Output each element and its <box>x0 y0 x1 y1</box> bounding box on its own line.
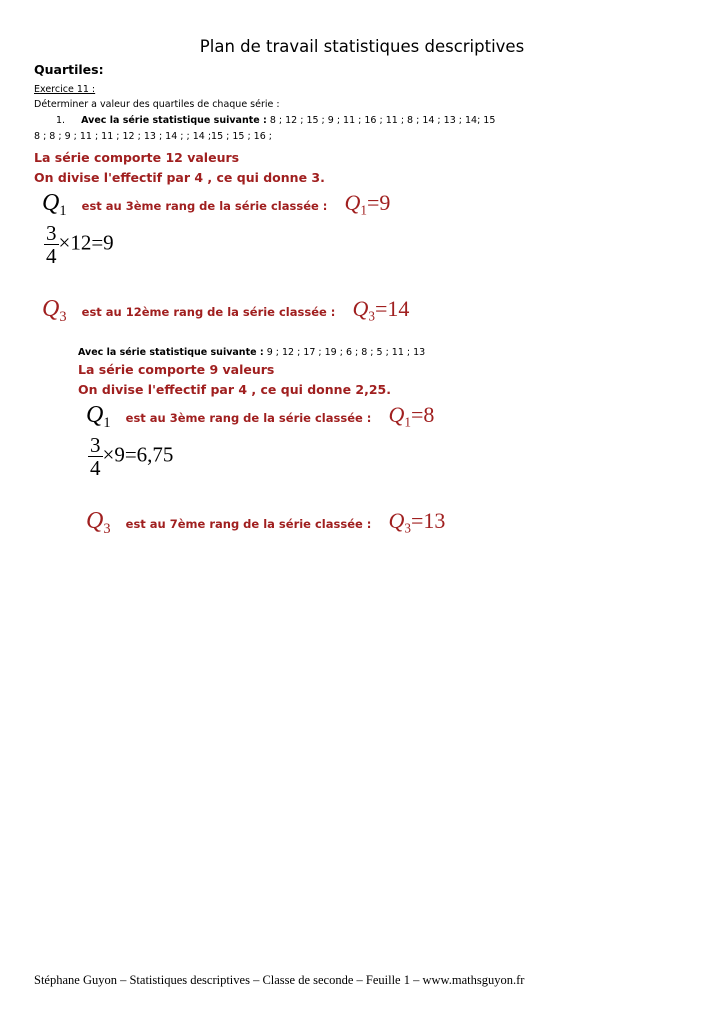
q3-symbol: $Q_3$ <box>42 296 67 326</box>
page-footer: Stéphane Guyon – Statistiques descriptives – Classe de seconde – Feuille 1 – www.mathsguyon.fr <box>34 973 525 987</box>
item1-q1-rank: est au 3ème rang de la série classée : <box>81 199 328 213</box>
item1-label: Avec la série statistique suivante : <box>81 115 267 126</box>
item1-fraction: $\frac{3}{4}$ <box>46 221 57 269</box>
section-heading: Quartiles: <box>34 62 104 77</box>
item2-q3-row <box>86 508 445 538</box>
item2-fraction: $\frac{3}{4}$ <box>90 433 101 481</box>
item1-formula: $\frac{3}{4}$ ×12=9 <box>46 221 114 269</box>
item1-divide: On divise l'effectif par 4 , ce qui donne 3. <box>34 170 325 185</box>
item1-count: La série comporte 12 valeurs <box>34 150 240 165</box>
item1-q3-rank: est au 12ème rang de la série classée : <box>81 305 336 319</box>
item1-q1-row <box>42 190 390 220</box>
item1-q1-result: $Q_1=9$ <box>344 190 391 218</box>
q1-symbol: $Q_1$ <box>86 402 111 432</box>
item1-number: 1. <box>56 115 66 126</box>
q3-symbol: $Q_3$ <box>86 508 111 538</box>
item2-q3-result: $Q_3=13$ <box>388 508 446 536</box>
item2-q3-rank: est au 7ème rang de la série classée : <box>125 517 372 531</box>
item2-label: Avec la série statistique suivante : <box>78 347 264 358</box>
page-title: Plan de travail statistiques descriptives <box>199 37 525 56</box>
q1-symbol: $Q_1$ <box>42 190 67 220</box>
item2-q1-rank: est au 3ème rang de la série classée : <box>125 411 372 425</box>
instruction-text: Déterminer a valeur des quartiles de chaque série : <box>34 99 280 110</box>
item2-values: 9 ; 12 ; 17 ; 19 ; 6 ; 8 ; 5 ; 11 ; 13 <box>266 347 426 358</box>
item2-line <box>78 347 425 358</box>
item2-q1-result: $Q_1=8$ <box>388 402 435 430</box>
item2-q1-row <box>86 402 434 432</box>
item2-formula: $\frac{3}{4}$ ×9=6,75 <box>90 433 174 481</box>
item1-q3-result: $Q_3=14$ <box>352 296 410 324</box>
item1-line <box>56 115 495 126</box>
item1-q3-row <box>42 296 409 326</box>
item1-values-line1: 8 ; 12 ; 15 ; 9 ; 11 ; 16 ; 11 ; 8 ; 14 ; 13 ; 14; 15 <box>269 115 496 126</box>
item1-values-line2: 8 ; 8 ; 9 ; 11 ; 11 ; 12 ; 13 ; 14 ; ; 14 ;15 ; 15 ; 16 ; <box>34 131 272 142</box>
item2-count: La série comporte 9 valeurs <box>78 362 275 377</box>
exercise-label: Exercice 11 : <box>34 84 96 95</box>
item2-divide: On divise l'effectif par 4 , ce qui donne 2,25. <box>78 382 391 397</box>
